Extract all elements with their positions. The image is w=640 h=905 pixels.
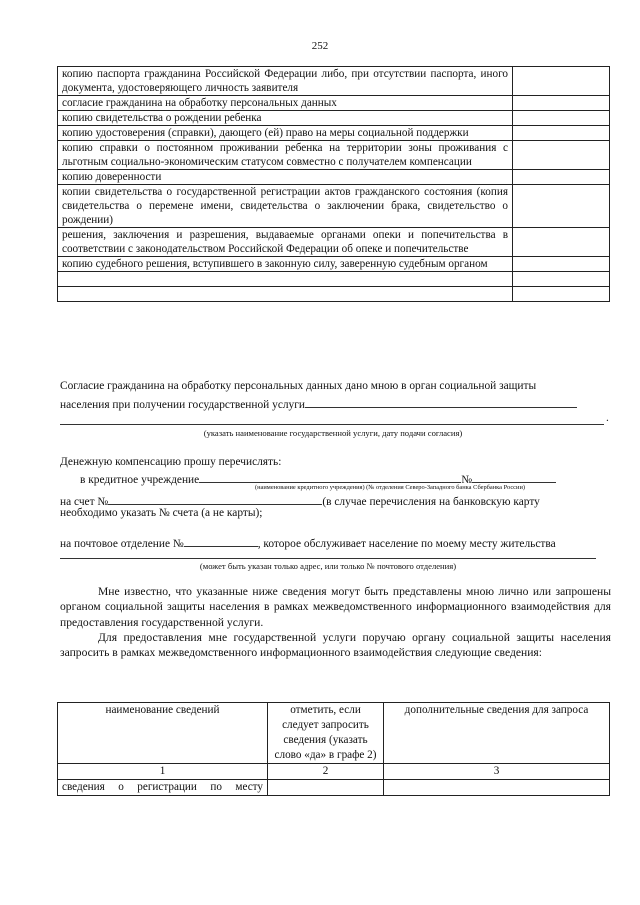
end-mark: . bbox=[606, 412, 609, 424]
document-name: копию справки о постоянном проживании ребенка на территории зоны проживания с льготным социально-экономическим статусом совместно с получателем компенсации bbox=[58, 141, 513, 170]
header-info-name: наименование сведений bbox=[58, 703, 268, 764]
document-check-cell[interactable] bbox=[513, 67, 610, 96]
table-row bbox=[58, 170, 610, 185]
service-name-field[interactable] bbox=[305, 396, 577, 408]
account-suffix: (в случае перечисления на банковскую карту bbox=[322, 496, 540, 508]
document-name-empty[interactable] bbox=[58, 272, 513, 287]
document-name: копию доверенности bbox=[58, 170, 513, 185]
document-check-cell[interactable] bbox=[513, 287, 610, 302]
table-row bbox=[58, 780, 610, 796]
table-row bbox=[58, 185, 610, 228]
column-number: 3 bbox=[384, 764, 610, 780]
document-name: копии свидетельства о государственной регистрации актов гражданского состояния (копия свидетельства о перемене имени, свидетельства о заключении брака, свидетельство о рождении) bbox=[58, 185, 513, 228]
document-check-cell[interactable] bbox=[513, 111, 610, 126]
post-address-field[interactable] bbox=[60, 558, 596, 559]
page-number: 252 bbox=[311, 40, 329, 52]
additional-info-cell[interactable] bbox=[384, 780, 610, 796]
bank-caption: (наименование кредитного учреждения) (№ отделения Северо-Западного банка Сбербанка России) bbox=[255, 484, 525, 491]
table-header-row bbox=[58, 703, 610, 764]
post-caption: (может быть указан только адрес, или только № почтового отделения) bbox=[199, 561, 457, 571]
post-office-number-field[interactable] bbox=[184, 535, 258, 547]
consent-line-2-text: населения при получении государственной услуги bbox=[60, 399, 306, 411]
card-note: необходимо указать № счета (а не карты); bbox=[60, 507, 263, 519]
branch-number-field[interactable] bbox=[472, 471, 556, 483]
document-name: копию паспорта гражданина Российской Федерации либо, при отсутствии паспорта, иного документа, удостоверяющего личность заявителя bbox=[58, 67, 513, 96]
post-line bbox=[60, 535, 556, 550]
table-row bbox=[58, 287, 610, 302]
document-check-cell[interactable] bbox=[513, 170, 610, 185]
table-row bbox=[58, 111, 610, 126]
table-row bbox=[58, 272, 610, 287]
statement bbox=[60, 584, 611, 660]
number-sign: № bbox=[461, 474, 473, 486]
document-check-cell[interactable] bbox=[513, 141, 610, 170]
service-caption: (указать наименование государственной услуги, дату подачи согласия) bbox=[203, 428, 463, 438]
transfer-intro: Денежную компенсацию прошу перечислять: bbox=[60, 456, 282, 468]
consent-line-1: Согласие гражданина на обработку персональных данных дано мною в орган социальной защиты bbox=[60, 380, 537, 392]
bank-prefix: в кредитное учреждение bbox=[80, 474, 200, 486]
table-row bbox=[58, 126, 610, 141]
consent-line-2 bbox=[60, 396, 577, 411]
table-row bbox=[58, 96, 610, 111]
account-prefix: на счет № bbox=[60, 496, 109, 508]
document-check-cell[interactable] bbox=[513, 185, 610, 228]
post-suffix: , которое обслуживает население по моему месту жительства bbox=[257, 538, 556, 550]
document-name: решения, заключения и разрешения, выдаваемые органами опеки и попечительства в соответствии с законодательством Российской Федерации об опеке и попечительстве bbox=[58, 228, 513, 257]
statement-paragraph-1: Мне известно, что указанные ниже сведения могут быть представлены мною лично или запрошены органом социальной защиты населения в рамках межведомственного информационного взаимодействия для предоставления государственной услуги. bbox=[60, 585, 611, 629]
column-number: 1 bbox=[58, 764, 268, 780]
document-check-cell[interactable] bbox=[513, 96, 610, 111]
account-number-field[interactable] bbox=[108, 493, 322, 505]
document-check-cell[interactable] bbox=[513, 272, 610, 287]
document-name: согласие гражданина на обработку персональных данных bbox=[58, 96, 513, 111]
info-request-table bbox=[57, 702, 610, 796]
header-additional-info: дополнительные сведения для запроса bbox=[384, 703, 610, 764]
documents-table bbox=[57, 66, 610, 302]
table-row bbox=[58, 67, 610, 96]
account-line bbox=[60, 493, 540, 508]
bank-name-field[interactable] bbox=[199, 471, 461, 483]
service-name-field-continued[interactable] bbox=[60, 424, 604, 425]
table-number-row bbox=[58, 764, 610, 780]
table-row bbox=[58, 257, 610, 272]
document-name: копию свидетельства о рождении ребенка bbox=[58, 111, 513, 126]
document-name-empty[interactable] bbox=[58, 287, 513, 302]
post-prefix: на почтовое отделение № bbox=[60, 538, 184, 550]
info-name: сведения о регистрации по месту bbox=[58, 780, 268, 796]
document-name: копию судебного решения, вступившего в законную силу, заверенную судебным органом bbox=[58, 257, 513, 272]
document-check-cell[interactable] bbox=[513, 228, 610, 257]
statement-paragraph-2: Для предоставления мне государственной услуги поручаю органу социальной защиты населения запросить в рамках межведомственного информационного взаимодействия следующие сведения: bbox=[60, 630, 611, 660]
column-number: 2 bbox=[268, 764, 384, 780]
header-request-mark: отметить, если следует запросить сведения (указать слово «да» в графе 2) bbox=[268, 703, 384, 764]
document-check-cell[interactable] bbox=[513, 126, 610, 141]
document-check-cell[interactable] bbox=[513, 257, 610, 272]
table-row bbox=[58, 141, 610, 170]
table-row bbox=[58, 228, 610, 257]
request-mark-cell[interactable] bbox=[268, 780, 384, 796]
document-name: копию удостоверения (справки), дающего (ей) право на меры социальной поддержки bbox=[58, 126, 513, 141]
